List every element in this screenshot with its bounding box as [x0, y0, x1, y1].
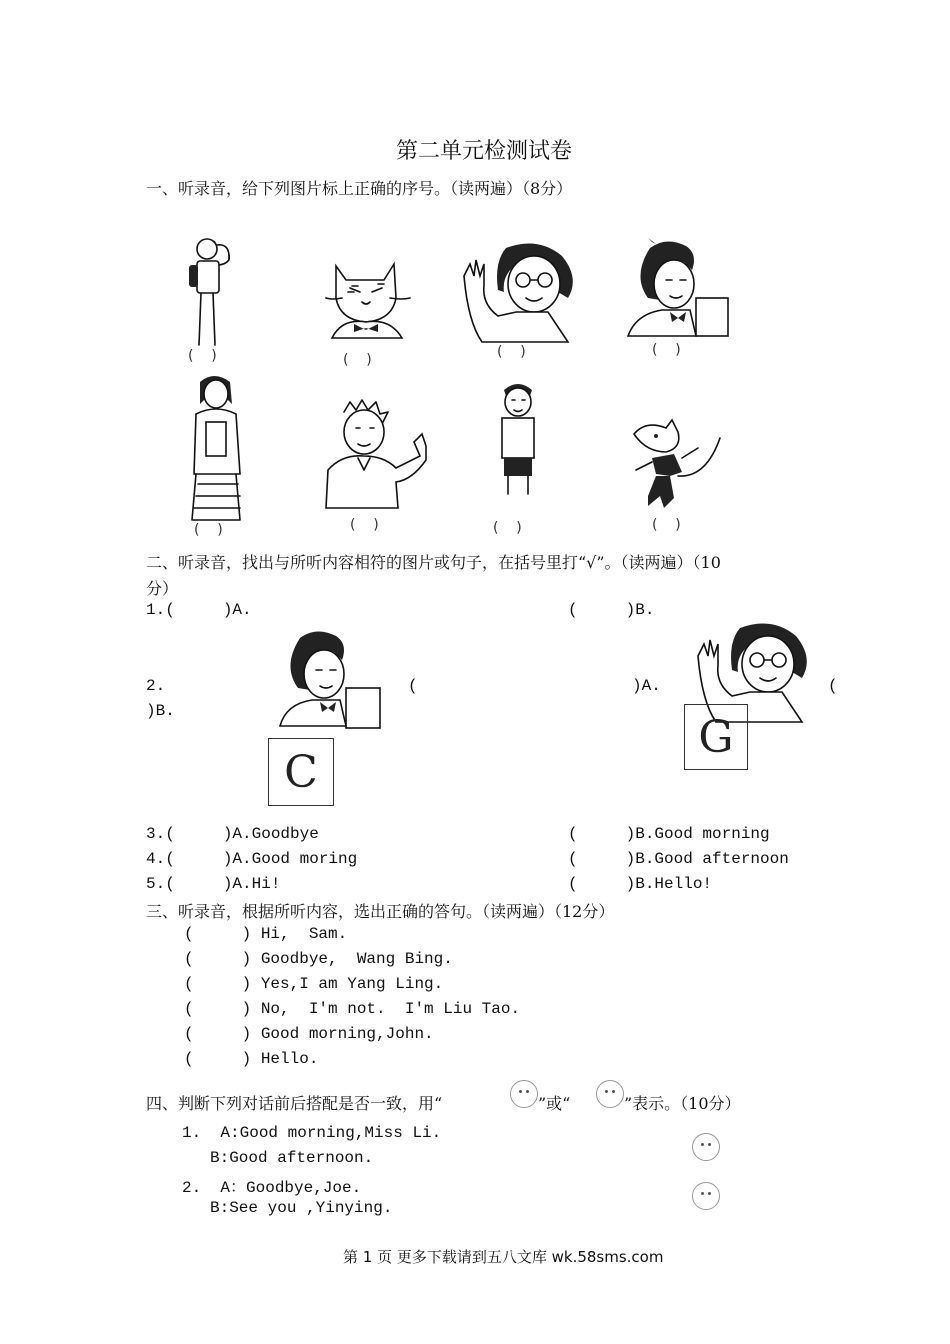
boy-standing-illustration: [496, 382, 542, 498]
answer-item: ( ) Goodbye, Wang Bing.: [184, 950, 453, 968]
dialog-2-line-b: B:See you ,Yinying.: [210, 1199, 393, 1217]
q1-option-b: ( )B.: [568, 601, 655, 619]
q4-option-a: 4.( )A.Good moring: [146, 850, 358, 868]
blank-3[interactable]: ( ): [497, 344, 526, 360]
blank-2[interactable]: ( ): [343, 352, 372, 368]
answer-item: ( ) No, I'm not. I'm Liu Tao.: [184, 1000, 521, 1018]
girl-with-board-illustration: [626, 240, 731, 340]
woman-teacher-illustration: [186, 374, 248, 524]
q2-a-label: )A.: [632, 677, 661, 695]
dialog-2-line-a: 2. A：Goodbye,Joe.: [182, 1179, 362, 1197]
blank-7[interactable]: ( ): [493, 520, 522, 536]
blank-4[interactable]: ( ): [652, 342, 681, 358]
answer-item: ( ) Yes,I am Yang Ling.: [184, 975, 444, 993]
page-footer: 第 1 页 更多下载请到五八文库 wk.58sms.com: [343, 1248, 664, 1266]
page-title: 第二单元检测试卷: [396, 139, 573, 164]
q4-option-b: ( )B.Good afternoon: [568, 850, 789, 868]
letter-card-c: C: [268, 738, 334, 806]
mouse-illustration: [626, 418, 726, 510]
cat-illustration: [322, 258, 417, 348]
q3-option-a: 3.( )A.Goodbye: [146, 825, 319, 843]
q2-b-paren: (: [828, 677, 838, 695]
answer-item: ( ) Hi, Sam.: [184, 925, 348, 943]
girl-with-glasses-waving-illustration: [458, 242, 583, 342]
q3-option-b: ( )B.Good morning: [568, 825, 770, 843]
blank-1[interactable]: ( ): [188, 348, 217, 364]
section3-heading: 三、听录音，根据所听内容，选出正确的答句。（读两遍）（12分）: [146, 902, 615, 921]
face-answer-2-icon[interactable]: [692, 1182, 720, 1210]
smiley-face-icon: [510, 1080, 538, 1108]
section2-heading-cont: 分）: [146, 579, 179, 598]
blank-6[interactable]: ( ): [350, 517, 379, 533]
q2-b-label: )B.: [146, 702, 175, 720]
section4-heading-c: ”表示。（10分）: [624, 1094, 741, 1113]
q2-a-paren: (: [408, 677, 418, 695]
dialog-1-line-b: B:Good afternoon.: [210, 1149, 374, 1167]
boy-waving-illustration: [322, 398, 432, 508]
blank-8[interactable]: ( ): [652, 517, 681, 533]
boy-with-backpack-illustration: [185, 235, 245, 350]
q5-option-b: ( )B.Hello!: [568, 875, 713, 893]
q2-number: 2.: [146, 677, 166, 695]
blank-5[interactable]: ( ): [194, 522, 223, 538]
section2-heading: 二、听录音，找出与所听内容相符的图片或句子，在括号里打“√”。（读两遍）（10: [146, 553, 721, 572]
section1-heading: 一、听录音，给下列图片标上正确的序号。（读两遍）（8分）: [146, 179, 573, 198]
q5-option-a: 5.( )A.Hi!: [146, 875, 281, 893]
letter-card-g: G: [684, 704, 748, 770]
answer-item: ( ) Hello.: [184, 1050, 319, 1068]
answer-item: ( ) Good morning,John.: [184, 1025, 434, 1043]
sad-face-icon: [596, 1080, 624, 1108]
dialog-1-line-a: 1. A:Good morning,Miss Li.: [182, 1124, 442, 1142]
q1-option-a: 1.( )A.: [146, 601, 252, 619]
face-answer-1-icon[interactable]: [692, 1133, 720, 1161]
q2-girl-with-board-illustration: [276, 630, 382, 730]
section4-heading-a: 四、判断下列对话前后搭配是否一致，用“: [146, 1094, 443, 1113]
section4-heading-b: ”或“: [538, 1094, 571, 1113]
